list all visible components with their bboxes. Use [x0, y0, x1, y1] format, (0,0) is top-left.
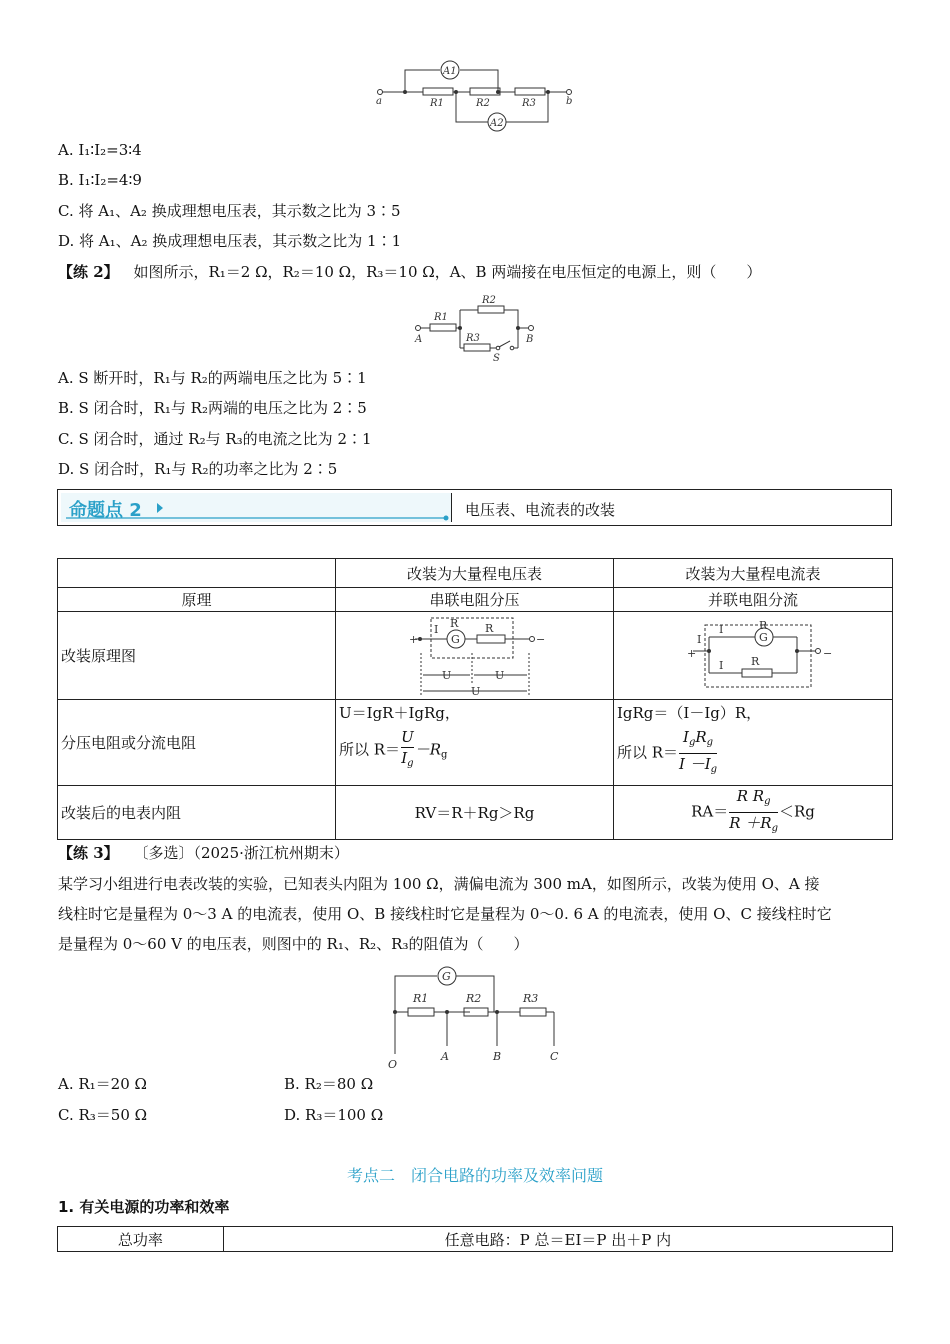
lian2-option-b: B. S 闭合时，R₁与 R₂两端的电压之比为 2∶5	[58, 399, 367, 417]
svg-text:R: R	[750, 654, 760, 668]
fig2-label-a: A	[415, 334, 423, 345]
svg-text:G: G	[451, 632, 460, 646]
table-cell-voltmeter-resistance: RV＝R＋Rg＞Rg	[336, 786, 614, 840]
lian2-stem-line	[58, 262, 761, 282]
fig1-label-a2: A2	[490, 118, 504, 129]
circuit-figure-2	[410, 290, 545, 362]
table-cell-internal-label: 改装后的电表内阻	[58, 786, 336, 840]
q1-option-b: B. I₁∶I₂=4∶9	[58, 171, 142, 189]
table-cell-ammeter-diagram	[613, 612, 892, 700]
table-cell-principle: 原理	[58, 588, 336, 612]
lian3-option-a: A. R₁＝20 Ω	[58, 1075, 147, 1093]
fig1-label-r3: R3	[522, 98, 536, 109]
svg-text:−: −	[536, 632, 546, 646]
power-table-label: 总功率	[58, 1227, 224, 1252]
lian3-note: 〔多选〕（2025·浙江杭州期末）	[133, 844, 349, 862]
table-header-voltmeter: 改装为大量程电压表	[336, 559, 614, 588]
topic-point-header	[57, 489, 892, 526]
voltmeter-formula-line2: 所以 R＝	[339, 740, 401, 759]
q1-option-c: C. 将 A₁、A₂ 换成理想电压表，其示数之比为 3∶5	[58, 202, 401, 220]
topic-point-logo-text: 命题点 2	[69, 500, 142, 521]
q1-option-d: D. 将 A₁、A₂ 换成理想电压表，其示数之比为 1∶1	[58, 232, 402, 250]
ammeter-formula-line1: IgRg＝（I－Ig）R，	[616, 704, 762, 722]
fig1-label-r1: R1	[430, 98, 444, 109]
svg-text:R: R	[758, 618, 768, 632]
power-table	[57, 1226, 893, 1252]
fig2-label-r3: R3	[466, 333, 480, 344]
fig1-label-b: b	[566, 96, 573, 107]
fig3-label-b: B	[493, 1050, 502, 1063]
svg-text:+: +	[686, 646, 697, 660]
table-header-ammeter: 改装为大量程电流表	[613, 559, 892, 588]
svg-text:R: R	[450, 616, 459, 630]
lian2-option-d: D. S 闭合时，R₁与 R₂的功率之比为 2∶5	[58, 460, 338, 478]
lian3-line1: 某学习小组进行电表改装的实验，已知表头内阻为 100 Ω，满偏电流为 300 mA，如图所示，改装为使用 O、A 接	[58, 875, 820, 893]
voltmeter-diagram	[339, 613, 609, 699]
ammeter-resistance-suffix: ＜Rg	[778, 802, 815, 821]
fig2-label-b: B	[526, 334, 534, 345]
fig2-label-s: S	[493, 353, 500, 362]
table-cell-parallel: 并联电阻分流	[613, 588, 892, 612]
table-cell-ammeter-formula: IgRg＝（I－Ig）R， 所以 R＝ $\frac{I_gR_g}{I -I_g}$	[613, 700, 892, 786]
q1-option-a: A. I₁∶I₂=3∶4	[58, 141, 142, 159]
circuit-figure-3	[380, 962, 570, 1070]
lian3-tag: 【练 3】	[58, 844, 119, 862]
table-cell-resistor-label: 分压电阻或分流电阻	[58, 700, 336, 786]
lian3-option-d: D. R₃＝100 Ω	[284, 1106, 384, 1124]
svg-text:G: G	[758, 630, 768, 644]
fig3-label-r3: R3	[523, 992, 539, 1005]
fig3-label-r1: R1	[413, 992, 429, 1005]
svg-text:U: U	[495, 668, 505, 682]
lian3-header	[58, 843, 349, 863]
meter-modification-table	[57, 558, 893, 840]
table-cell-voltmeter-formula: U＝IgR＋IgRg， 所以 R＝ $\frac{U}{I_g}$ $-R_g$	[336, 700, 614, 786]
svg-text:R: R	[485, 621, 494, 635]
lian3-line2: 线柱时它是量程为 0～3 A 的电流表，使用 O、B 接线柱时它是量程为 0～0. 6 A 的电流表，使用 O、C 接线柱时它	[58, 905, 832, 923]
lian2-tag: 【练 2】	[58, 263, 119, 281]
table-cell-voltmeter-diagram	[336, 612, 614, 700]
svg-text:U: U	[471, 684, 481, 698]
svg-text:I: I	[718, 622, 724, 636]
power-table-value: 任意电路：P 总＝EI＝P 出＋P 内	[223, 1227, 892, 1252]
fig1-label-a1: A1	[443, 66, 457, 77]
fig1-label-a: a	[376, 96, 382, 107]
table-cell-series: 串联电阻分压	[336, 588, 614, 612]
svg-text:I: I	[434, 622, 439, 636]
fig2-label-r2: R2	[482, 295, 496, 306]
circuit-figure-1	[370, 58, 580, 138]
svg-text:I: I	[718, 658, 724, 672]
fig3-label-g: G	[442, 970, 451, 983]
svg-text:U: U	[442, 668, 452, 682]
table-cell-ammeter-resistance: RA＝ $\frac{R R_g}{R +R_g}$ ＜Rg	[613, 786, 892, 840]
ammeter-formula-line2: 所以 R＝	[616, 743, 679, 762]
lian3-option-c: C. R₃＝50 Ω	[58, 1106, 148, 1124]
svg-text:+: +	[409, 632, 419, 646]
ammeter-diagram	[617, 613, 887, 699]
voltmeter-formula-line1: U＝IgR＋IgRg，	[339, 704, 460, 722]
svg-text:−: −	[822, 646, 833, 660]
topic-point-logo	[61, 493, 452, 522]
fig3-label-c: C	[550, 1050, 559, 1063]
topic-point-title: 电压表、电流表的改装	[465, 501, 616, 519]
lian2-option-c: C. S 闭合时，通过 R₂与 R₃的电流之比为 2∶1	[58, 430, 372, 448]
lian2-stem: 如图所示，R₁＝2 Ω，R₂＝10 Ω，R₃＝10 Ω，A、B 两端接在电压恒定的电源上，则（ ）	[133, 263, 762, 281]
fig2-label-r1: R1	[434, 312, 448, 323]
fig3-label-o: O	[388, 1058, 398, 1070]
fig3-label-r2: R2	[466, 992, 482, 1005]
fig1-label-r2: R2	[476, 98, 490, 109]
fig3-label-a: A	[441, 1050, 449, 1063]
ammeter-resistance-prefix: RA＝	[691, 802, 729, 821]
section-title: 考点二 闭合电路的功率及效率问题	[346, 1166, 603, 1185]
svg-text:I: I	[696, 632, 702, 646]
subsection-title: 1. 有关电源的功率和效率	[58, 1198, 230, 1216]
lian2-option-a: A. S 断开时，R₁与 R₂的两端电压之比为 5∶1	[58, 369, 367, 387]
table-corner	[58, 559, 336, 588]
table-cell-diagram-label: 改装原理图	[58, 612, 336, 700]
lian3-line3: 是量程为 0～60 V 的电压表，则图中的 R₁、R₂、R₃的阻值为（ ）	[58, 935, 529, 953]
lian3-option-b: B. R₂＝80 Ω	[284, 1075, 374, 1093]
